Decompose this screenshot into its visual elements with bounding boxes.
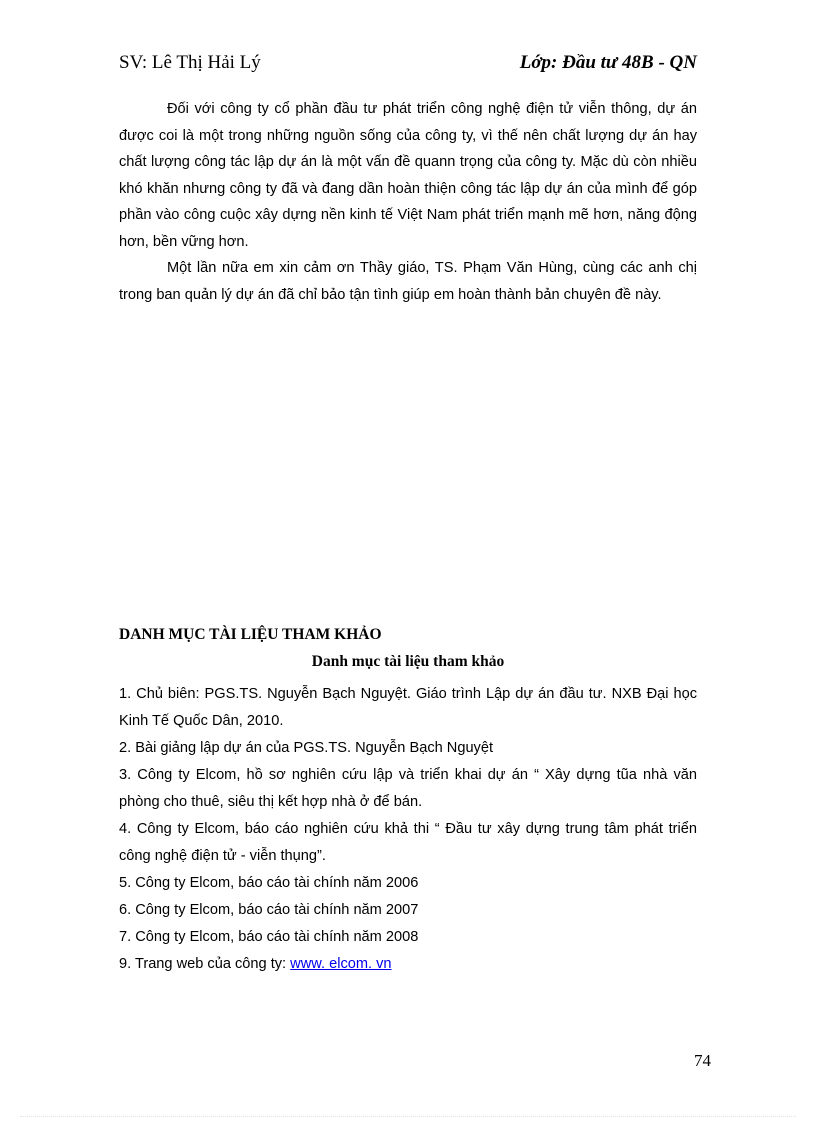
website-link[interactable]: www. elcom. vn [290, 956, 392, 972]
reference-item: 2. Bài giảng lập dự án của PGS.TS. Nguyễn Bạch Nguyệt [119, 740, 494, 756]
references-subtitle: Danh mục tài liệu tham khảo [311, 653, 505, 670]
student-name: SV: Lê Thị Hải Lý [119, 52, 261, 73]
conclusion-text [119, 96, 697, 308]
reference-item: 3. Công ty Elcom, hồ sơ nghiên cứu lập và triển khai dự án “ Xây dựng tũa nhà văn phòng cho thuê, siêu thị kết hợp nhà ở để bán. [119, 767, 697, 810]
page-header [119, 52, 697, 76]
reference-item: 4. Công ty Elcom, báo cáo nghiên cứu khả thi “ Đầu tư xây dựng trung tâm phát triển công nghệ điện tử - viễn thụng”. [119, 821, 697, 864]
paragraph: Một lần nữa em xin cảm ơn Thầy giáo, TS. Phạm Văn Hùng, cùng các anh chị trong ban quản lý dự án đã chỉ bảo tận tình giúp em hoàn thành bản chuyên đề này. [119, 260, 697, 303]
reference-item: 5. Công ty Elcom, báo cáo tài chính năm 2006 [119, 875, 419, 891]
reference-item-website [119, 951, 697, 978]
page-bottom-divider [20, 1116, 796, 1117]
paragraph: Đối với công ty cổ phần đầu tư phát triển công nghệ điện tử viễn thông, dự án được coi là một trong những nguồn sống của công ty, vì thế nên chất lượng dự án hay chất lượng công tác lập dự án là một vấn đề quann trọng của công ty. Mặc dù còn nhiều khó khăn nhưng công ty đã và đang dần hoàn thiện công tác lập dự án của mình để góp phần vào công cuộc xây dựng nền kinh tế Việt Nam phát triển mạnh mẽ hơn, năng động hơn, bền vững hơn. [119, 101, 697, 250]
references-heading: DANH MỤC TÀI LIỆU THAM KHẢO [119, 626, 382, 643]
page-number: 74 [694, 1051, 711, 1070]
reference-item: 1. Chủ biên: PGS.TS. Nguyễn Bạch Nguyệt. Giáo trình Lập dự án đầu tư. NXB Đại học Kinh Tế Quốc Dân, 2010. [119, 686, 697, 729]
reference-item: 6. Công ty Elcom, báo cáo tài chính năm 2007 [119, 902, 419, 918]
reference-item: 7. Công ty Elcom, báo cáo tài chính năm 2008 [119, 929, 419, 945]
reference-item-prefix: 9. Trang web của công ty: [119, 956, 291, 972]
class-name: Lớp: Đầu tư 48B - QN [519, 52, 697, 73]
references-list [119, 681, 697, 978]
